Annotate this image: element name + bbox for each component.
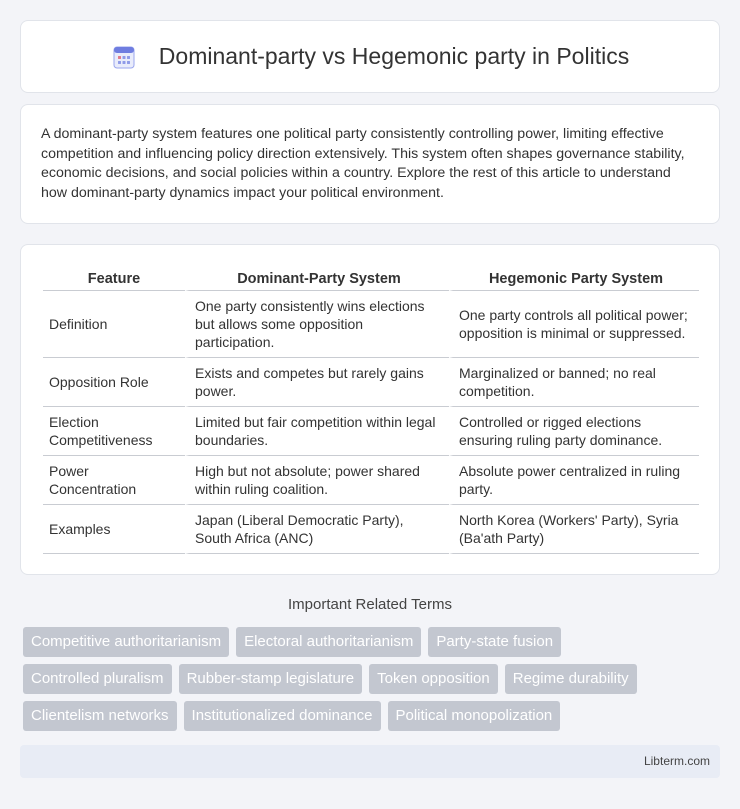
- table-header-row: [43, 264, 699, 291]
- related-term-tag[interactable]: Token opposition: [369, 664, 498, 694]
- footer: [20, 745, 720, 778]
- table-cell: Power Concentration: [43, 456, 185, 505]
- related-term-tag[interactable]: Party-state fusion: [428, 627, 561, 657]
- intro-card: [20, 104, 720, 224]
- intro-paragraph: A dominant-party system features one political party consistently controlling power, limiting effective competition and influencing policy direction extensively. This system often shapes governance stability, economic decisions, and social policies within a country. Explore the rest of this article to understand how dominant-party dynamics impact your political environment.: [41, 126, 685, 201]
- table-cell: Japan (Liberal Democratic Party), South Africa (ANC): [185, 505, 449, 554]
- table-cell: Limited but fair competition within legal boundaries.: [185, 407, 449, 456]
- table-cell: North Korea (Workers' Party), Syria (Ba'ath Party): [449, 505, 699, 554]
- table-cell: Opposition Role: [43, 358, 185, 407]
- column-header-dominant: Dominant-Party System: [185, 264, 449, 291]
- related-term-tag[interactable]: Competitive authoritarianism: [23, 627, 229, 657]
- table-row: [43, 456, 699, 505]
- title-card: [20, 20, 720, 93]
- related-term-tag[interactable]: Electoral authoritarianism: [236, 627, 421, 657]
- table-cell: One party consistently wins elections but allows some opposition participation.: [185, 291, 449, 358]
- calendar-grid-icon: [111, 44, 137, 70]
- related-terms-title: Important Related Terms: [288, 596, 452, 613]
- related-term-tag[interactable]: Regime durability: [505, 664, 637, 694]
- table-row: [43, 291, 699, 358]
- table-cell: Election Competitiveness: [43, 407, 185, 456]
- related-term-tag[interactable]: Clientelism networks: [23, 701, 177, 731]
- page-title: Dominant-party vs Hegemonic party in Politics: [158, 43, 630, 69]
- table-cell: Examples: [43, 505, 185, 554]
- table-row: [43, 358, 699, 407]
- table-cell: Absolute power centralized in ruling party.: [449, 456, 699, 505]
- footer-site-link[interactable]: Libterm.com: [643, 754, 710, 768]
- table-cell: Controlled or rigged elections ensuring ruling party dominance.: [449, 407, 699, 456]
- related-terms-list: [23, 627, 713, 738]
- comparison-table: [43, 264, 699, 554]
- related-term-tag[interactable]: Rubber-stamp legislature: [179, 664, 363, 694]
- related-term-tag[interactable]: Political monopolization: [388, 701, 561, 731]
- table-cell: Marginalized or banned; no real competition.: [449, 358, 699, 407]
- table-row: [43, 407, 699, 456]
- table-cell: Exists and competes but rarely gains power.: [185, 358, 449, 407]
- related-term-tag[interactable]: Controlled pluralism: [23, 664, 172, 694]
- column-header-hegemonic: Hegemonic Party System: [449, 264, 699, 291]
- related-term-tag[interactable]: Institutionalized dominance: [184, 701, 381, 731]
- table-cell: One party controls all political power; opposition is minimal or suppressed.: [449, 291, 699, 358]
- table-cell: High but not absolute; power shared within ruling coalition.: [185, 456, 449, 505]
- column-header-feature: Feature: [43, 264, 185, 291]
- comparison-card: [20, 244, 720, 575]
- table-row: [43, 505, 699, 554]
- table-cell: Definition: [43, 291, 185, 358]
